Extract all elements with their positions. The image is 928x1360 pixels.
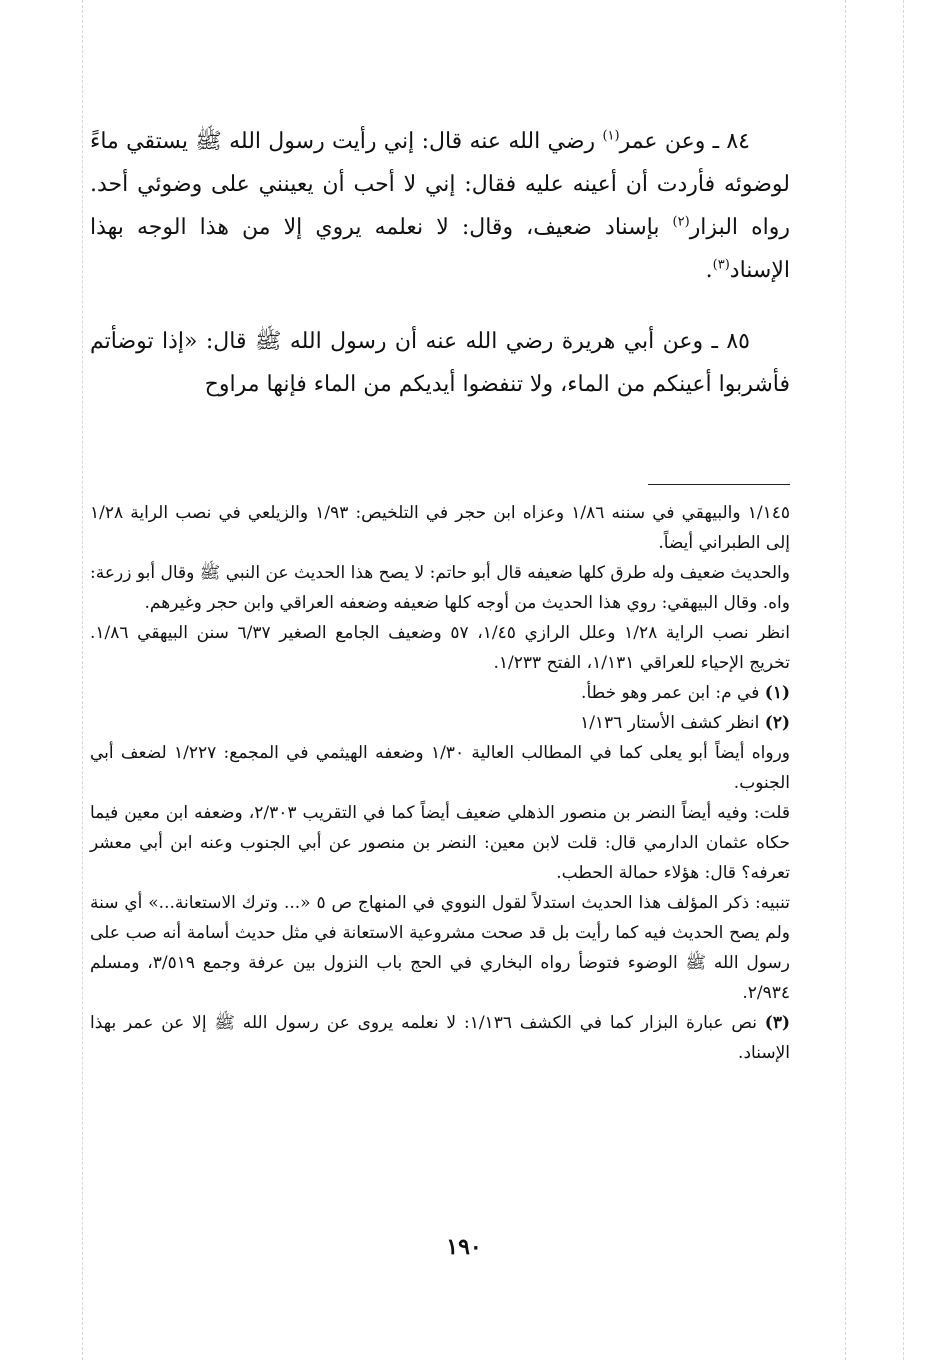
footnote-paragraph: تنبيه: ذكر المؤلف هذا الحديث استدلاً لقول النووي في المنهاج ص ٥ «... وترك الاستعانة...» أي سنة ولم يصح الحديث فيه كما رأيت بل قد صحت مشروعية الاستعانة في مثل حديث أسامة أنه صب على رسول الله ﷺ الوضوء فتوضأ رواه البخاري في الحج باب النزول بين عرفة وجمع ٣/٥١٩، ومسلم ٢/٩٣٤.: [90, 893, 790, 1003]
margin-guide: [82, 0, 83, 1360]
footnote-ref: (٢): [672, 214, 690, 230]
footnote-1: (١) في م: ابن عمر وهو خطأ.: [581, 683, 790, 703]
footnote-separator: [648, 484, 790, 485]
footnote-3: (٣) نص عبارة البزار كما في الكشف ١/١٣٦: لا نعلمه يروى عن رسول الله ﷺ إلا عن عمر بهذا الإسناد.: [90, 1013, 790, 1063]
footnote-paragraph: ورواه أيضاً أبو يعلى كما في المطالب العالية ١/٣٠ وضعفه الهيثمي في المجمع: ١/٢٢٧ لضعف أبي الجنوب.: [90, 743, 790, 793]
footnote-ref: (١): [602, 128, 620, 144]
footnote-paragraph: انظر نصب الراية ١/٢٨ وعلل الرازي ١/٤٥، ٥٧ وضعيف الجامع الصغير ٦/٣٧ سنن البيهقي ١/٨٦. تخريج الإحياء للعراقي ١/١٣١، الفتح ١/٢٣٣.: [90, 623, 790, 673]
footnote-paragraph: قلت: وفيه أيضاً النضر بن منصور الذهلي ضعيف أيضاً كما في التقريب ٢/٣٠٣، وضعفه ابن معين فيما حكاه عثمان الدارمي قال: قلت لابن معين: النضر بن منصور عن أبي الجنوب وعنه ابن أبي معشر تعرفه؟ قال: هؤلاء حمالة الحطب.: [90, 803, 791, 883]
hadith-85: ٨٥ ـ وعن أبي هريرة رضي الله عنه أن رسول الله ﷺ قال: «إذا توضأتم فأشربوا أعينكم من الماء، ولا تنفضوا أيديكم من الماء فإنها مراوح: [90, 329, 790, 397]
margin-guide: [903, 0, 904, 1360]
footnote-paragraph: ١/١٤٥ والبيهقي في سننه ١/٨٦ وعزاه ابن حجر في التلخيص: ١/٩٣ والزيلعي في نصب الراية ١/٢٨ إلى الطبراني أيضاً.: [90, 503, 790, 553]
footnote-ref: (٣): [712, 257, 730, 273]
footnotes: [90, 498, 790, 1068]
page-number: ١٩٠: [446, 1234, 482, 1260]
main-text: [90, 120, 790, 406]
footnote-paragraph: والحديث ضعيف وله طرق كلها ضعيفه قال أبو حاتم: لا يصح هذا الحديث عن النبي ﷺ وقال أبو زرعة: واه. وقال البيهقي: روي هذا الحديث من أوجه كلها ضعيفه وضعفه العراقي وابن حجر وغيرهم.: [90, 563, 790, 613]
margin-guide: [845, 0, 846, 1360]
footnote-2: (٢) انظر كشف الأستار ١/١٣٦: [580, 713, 790, 733]
hadith-84: ٨٤ ـ وعن عمر$^{(١)}$ رضي الله عنه قال: إني رأيت رسول الله ﷺ يستقي ماءً لوضوئه فأردت أن أعينه عليه فقال: إني لا أحب أن يعينني على وضوئي أحد. رواه البزار$^{(٢)}$ بإسناد ضعيف، وقال: لا نعلمه يروي إلا من هذا الوجه بهذا الإسناد$^{(٣)}$.: [90, 128, 790, 283]
